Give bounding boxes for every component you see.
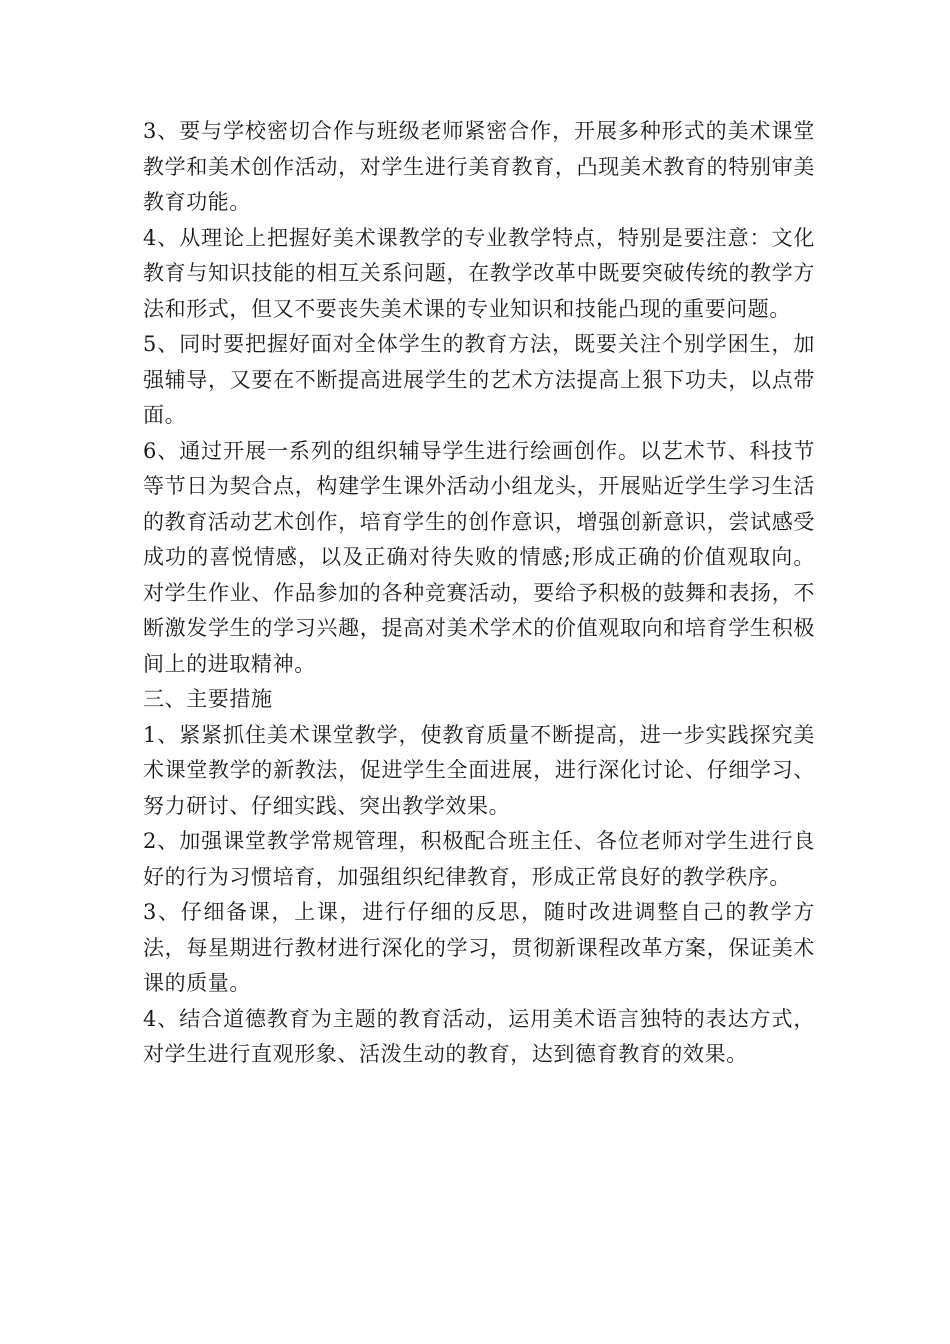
- paragraph-6: 6、通过开展一系列的组织辅导学生进行绘画创作。以艺术节、科技节等节日为契合点，构建学生课外活动小组龙头，开展贴近学生学习生活的教育活动艺术创作，培育学生的创作意识，增强创新意识，尝试感受成功的喜悦情感，以及正确对待失败的情感;形成正确的价值观取向。对学生作业、作品参加的各种竞赛活动，要给予积极的鼓舞和表扬，不断激发学生的学习兴趣，提高对美术学术的价值观取向和培育学生积极间上的进取精神。: [143, 438, 815, 676]
- paragraph-5: 5、同时要把握好面对全体学生的教育方法，既要关注个别学困生，加强辅导，又要在不断提高进展学生的艺术方法提高上狠下功夫，以点带面。: [143, 332, 815, 427]
- section-heading: 三、主要措施: [143, 687, 273, 711]
- measure-3: 3、仔细备课，上课，进行仔细的反思，随时改进调整自己的教学方法，每星期进行教材进行深化的学习，贯彻新课程改革方案，保证美术课的质量。: [143, 900, 815, 995]
- measure-1: 1、紧紧抓住美术课堂教学，使教育质量不断提高，进一步实践探究美术课堂教学的新教法，促进学生全面进展，进行深化讨论、仔细学习、努力研讨、仔细实践、突出教学效果。: [143, 722, 815, 818]
- paragraph-4: 4、从理论上把握好美术课教学的专业教学特点，特别是要注意：文化教育与知识技能的相互关系问题，在教学改革中既要突破传统的教学方法和形式，但又不要丧失美术课的专业知识和技能凸现的重要问题。: [143, 225, 815, 321]
- paragraph-3: 3、要与学校密切合作与班级老师紧密合作，开展多种形式的美术课堂教学和美术创作活动，对学生进行美育教育，凸现美术教育的特别审美教育功能。: [143, 119, 815, 214]
- measure-4: 4、结合道德教育为主题的教育活动，运用美术语言独特的表达方式，对学生进行直观形象、活泼生动的教育，达到德育教育的效果。: [143, 1006, 815, 1066]
- measure-2: 2、加强课堂教学常规管理，积极配合班主任、各位老师对学生进行良好的行为习惯培育，加强组织纪律教育，形成正常良好的教学秩序。: [143, 829, 815, 889]
- document-body: [143, 114, 815, 1073]
